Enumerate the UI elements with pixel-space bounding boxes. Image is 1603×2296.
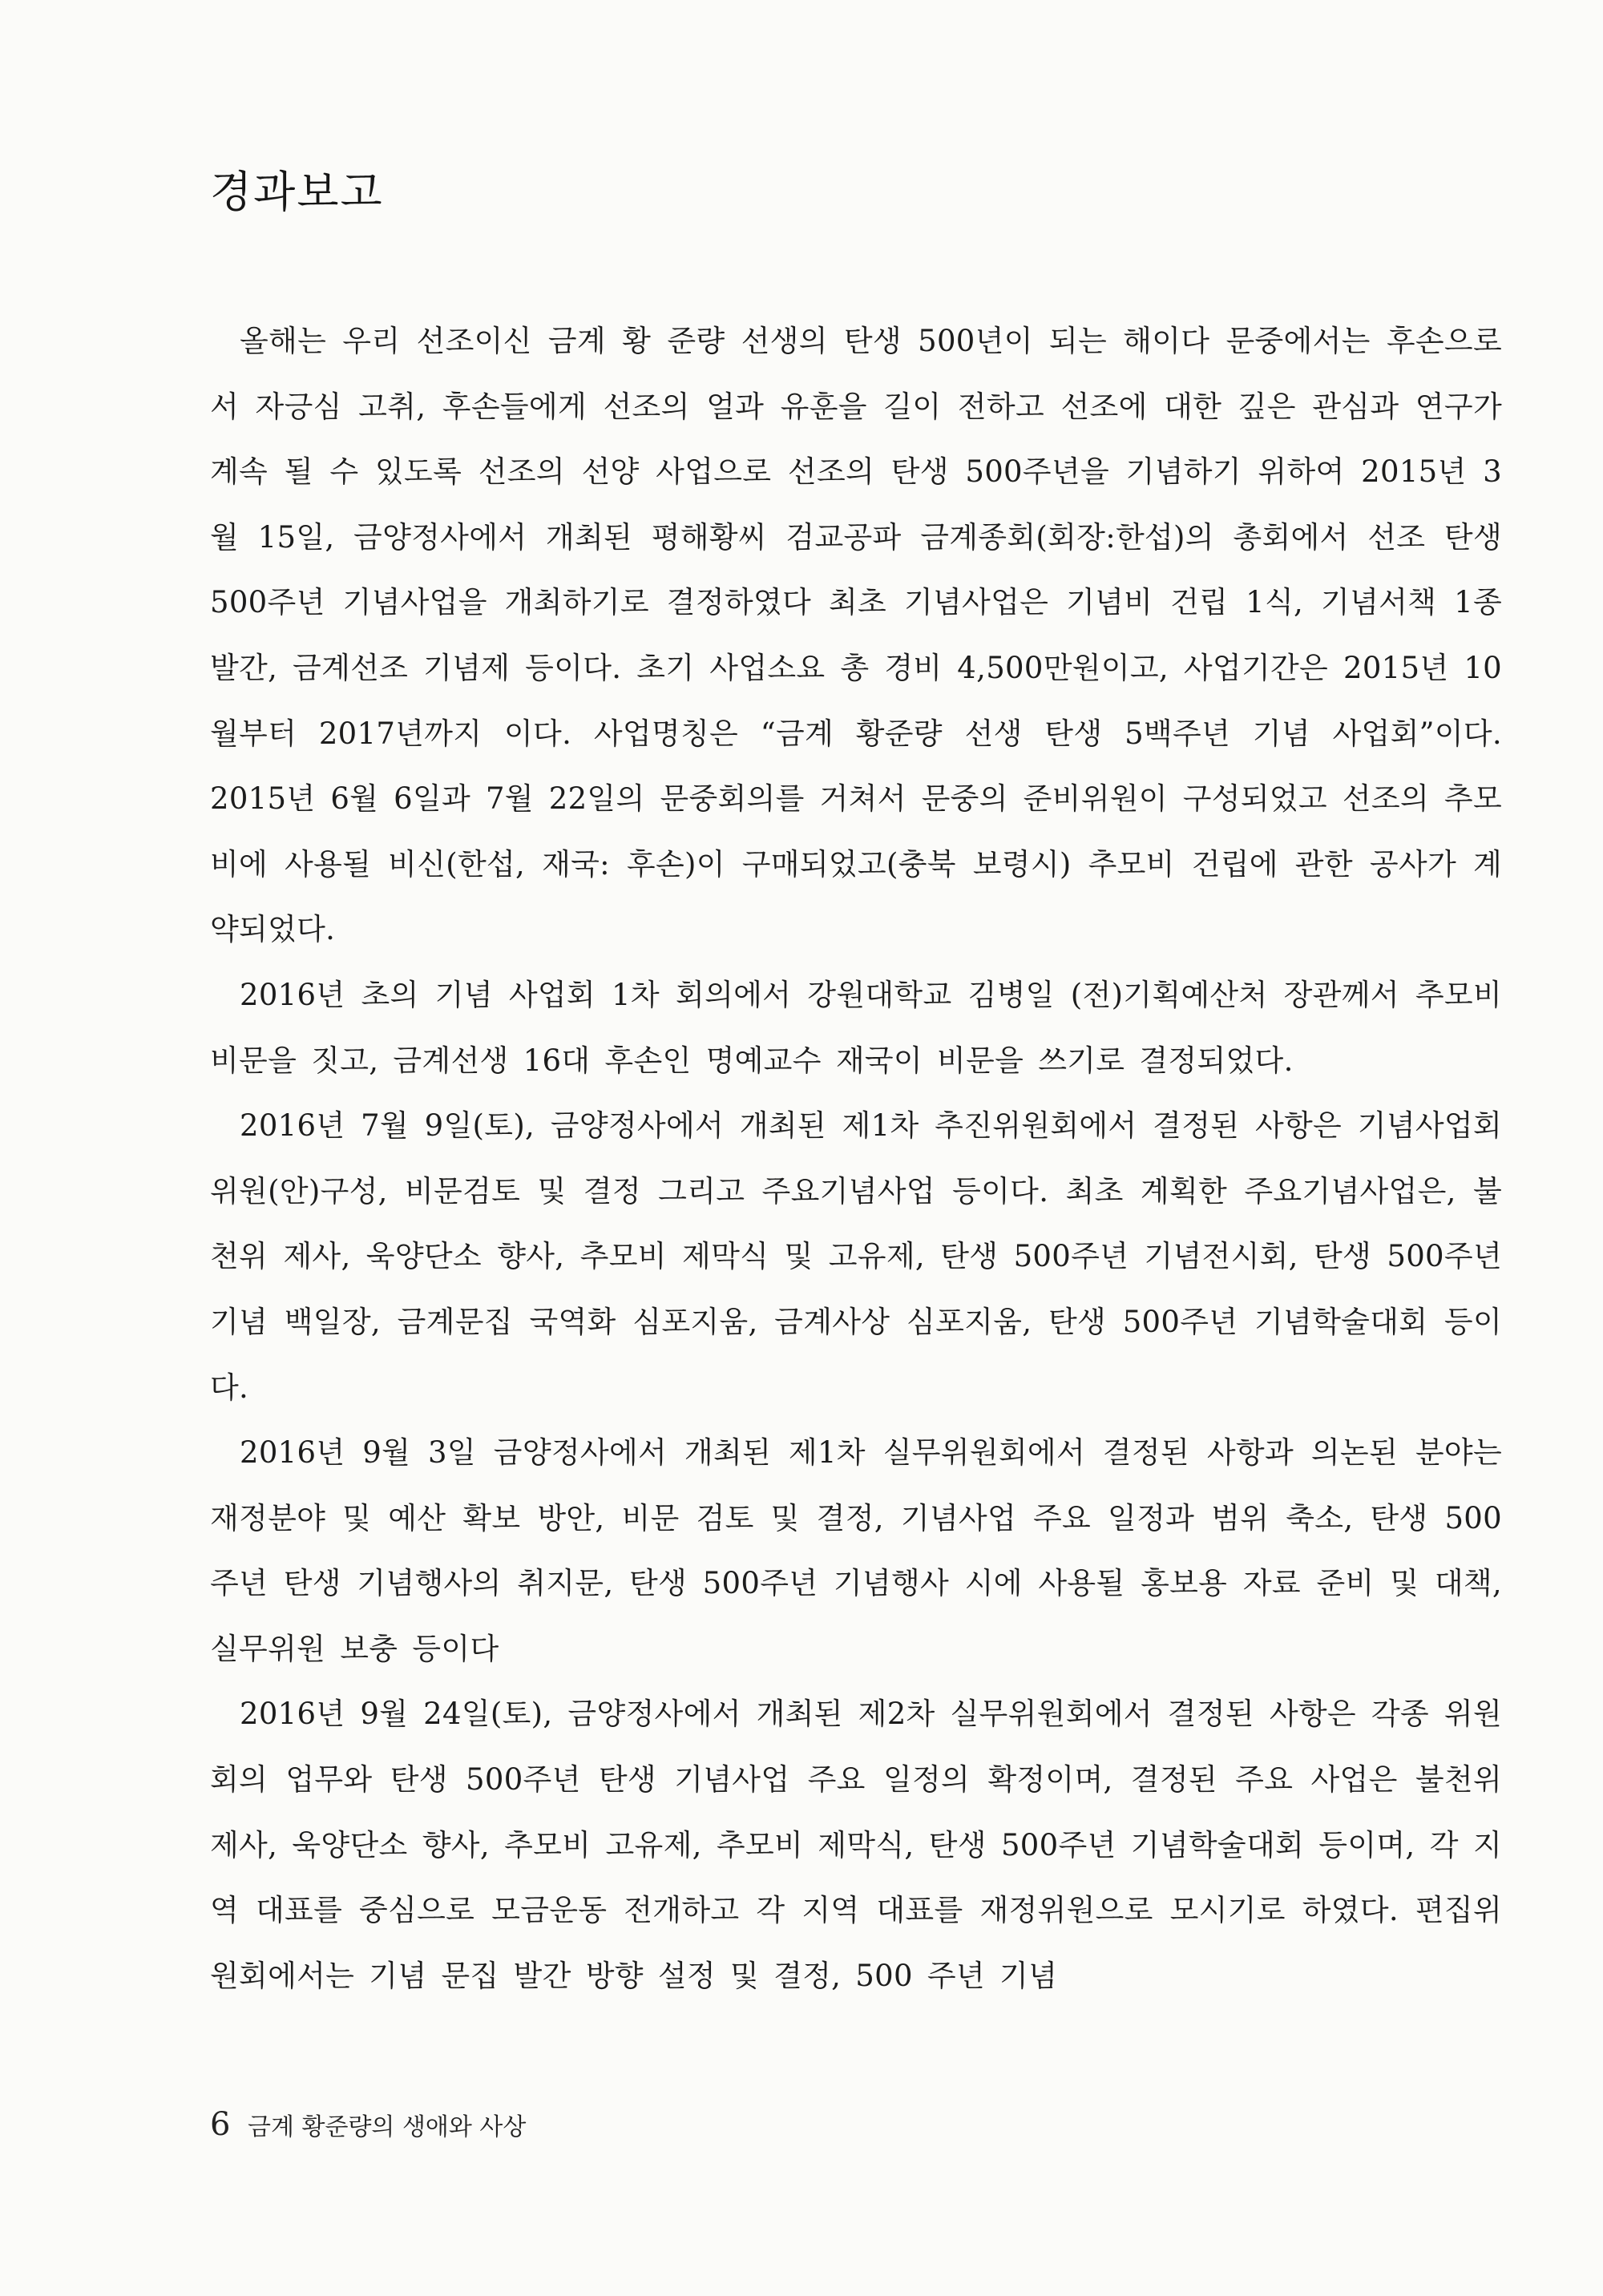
page-number: 6	[210, 2106, 231, 2143]
paragraph: 2016년 9월 3일 금양정사에서 개최된 제1차 실무위원회에서 결정된 사항과 의논된 분야는 재정분야 및 예산 확보 방안, 비문 검토 및 결정, 기념사업 주요 일정과 범위 축소, 탄생 500 주년 탄생 기념행사의 취지문, 탄생 500주년 기념행사 시에 사용될 홍보용 자료 준비 및 대책, 실무위원 보충 등이다	[210, 1435, 1502, 1666]
paragraph: 2016년 9월 24일(토), 금양정사에서 개최된 제2차 실무위원회에서 결정된 사항은 각종 위원회의 업무와 탄생 500주년 탄생 기념사업 주요 일정의 확정이며, 결정된 주요 사업은 불천위 제사, 욱양단소 향사, 추모비 고유제, 추모비 제막식, 탄생 500주년 기념학술대회 등이며, 각 지역 대표를 중심으로 모금운동 전개하고 각 지역 대표를 재정위원으로 모시기로 하였다. 편집위원회에서는 기념 문집 발간 방향 설정 및 결정, 500 주년 기념	[210, 1697, 1502, 1993]
page-title: 경과보고	[210, 167, 384, 217]
paragraph: 2016년 초의 기념 사업회 1차 회의에서 강원대학교 김병일 (전)기획예산처 장관께서 추모비 비문을 짓고, 금계선생 16대 후손인 명예교수 재국이 비문을 쓰기로 결정되었다.	[210, 977, 1502, 1078]
paragraph: 2016년 7월 9일(토), 금양정사에서 개최된 제1차 추진위원회에서 결정된 사항은 기념사업회 위원(안)구성, 비문검토 및 결정 그리고 주요기념사업 등이다. 최초 계획한 주요기념사업은, 불천위 제사, 욱양단소 향사, 추모비 제막식 및 고유제, 탄생 500주년 기념전시회, 탄생 500주년 기념 백일장, 금계문집 국역화 심포지움, 금계사상 심포지움, 탄생 500주년 기념학술대회 등이다.	[210, 1108, 1502, 1405]
body-text	[210, 309, 1502, 2008]
paragraph: 올해는 우리 선조이신 금계 황 준량 선생의 탄생 500년이 되는 해이다 문중에서는 후손으로서 자긍심 고취, 후손들에게 선조의 얼과 유훈을 길이 전하고 선조에 대한 깊은 관심과 연구가 계속 될 수 있도록 선조의 선양 사업으로 선조의 탄생 500주년을 기념하기 위하여 2015년 3월 15일, 금양정사에서 개최된 평해황씨 검교공파 금계종회(회장:한섭)의 총회에서 선조 탄생 500주년 기념사업을 개최하기로 결정하였다 최초 기념사업은 기념비 건립 1식, 기념서책 1종 발간, 금계선조 기념제 등이다. 초기 사업소요 총 경비 4,500만원이고, 사업기간은 2015년 10월부터 2017년까지 이다. 사업명칭은 “금계 황준량 선생 탄생 5백주년 기념 사업회”이다. 2015년 6월 6일과 7월 22일의 문중회의를 거쳐서 문중의 준비위원이 구성되었고 선조의 추모비에 사용될 비신(한섭, 재국: 후손)이 구매되었고(충북 보령시) 추모비 건립에 관한 공사가 계약되었다.	[210, 324, 1502, 947]
running-title: 금계 황준량의 생애와 사상	[248, 2113, 527, 2141]
page-footer	[210, 2105, 526, 2144]
